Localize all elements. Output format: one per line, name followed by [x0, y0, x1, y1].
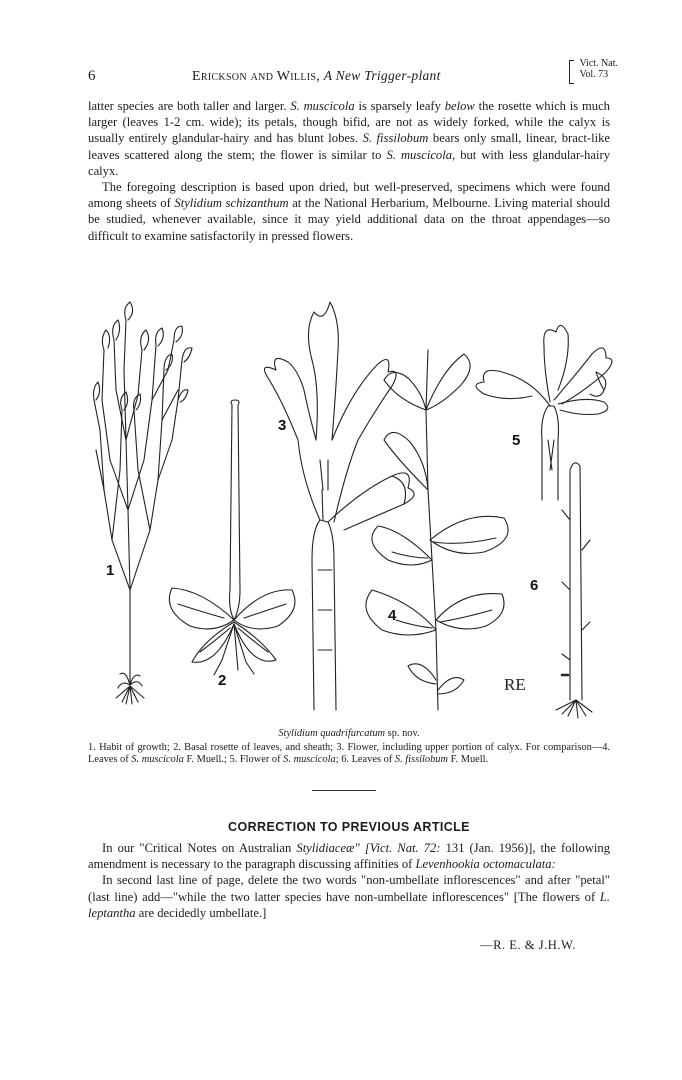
journal-name: Vict. Nat. — [579, 58, 618, 69]
fig-label-6: 6 — [530, 577, 539, 594]
fig4-leaves-drawing — [366, 350, 508, 710]
fig2-rosette-drawing — [169, 400, 295, 689]
paragraph-2: The foregoing description is based upon dried, but well-preserved, specimens which were found among sheets of Stylidium schizanthum at the National Herbarium, Melbourne. Living material should be studied, whenever available, since it may yield additional data on the throat appendages—so difficult to examine satisfactorily in pressed flowers. — [88, 180, 610, 243]
correction-text — [88, 840, 610, 921]
section-divider — [312, 790, 376, 791]
botanical-figure — [92, 290, 614, 720]
figure-illustration — [92, 290, 614, 720]
fig-label-1: 1 — [106, 562, 115, 579]
paragraph-1: latter species are both taller and larger. S. muscicola is sparsely leafy below the rosette which is much larger (leaves 1-2 cm. wide); its petals, though bifid, are not as widely forked, while the calyx is usually entirely glandular-hairy and has blunt lobes. S. fissilobum bears only small, linear, bract-like leaves scattered along the stem; the flower is similar to S. muscicola, but with less glandular-hairy calyx. — [88, 99, 611, 178]
body-text — [88, 98, 610, 244]
fig6-leaves-drawing — [530, 463, 592, 718]
fig5-flower-drawing — [476, 325, 612, 500]
fig1-habit-drawing — [94, 302, 193, 704]
header-authors: Erickson and Willis, — [192, 69, 321, 84]
header-article-title: A New Trigger-plant — [323, 68, 441, 83]
caption-title: Stylidium quadrifurcatum sp. nov. — [278, 728, 420, 739]
correction-paragraph-1: In our "Critical Notes on Australian Stylidiaceæ" [Vict. Nat. 72: 131 (Jan. 1956)], the following amendment is necessary to the paragraph discussing affinities of Levenhookia octomaculata: — [88, 841, 610, 872]
figure-caption — [88, 728, 610, 766]
caption-body: 1. Habit of growth; 2. Basal rosette of leaves, and sheath; 3. Flower, including upper portion of calyx. For comparison—4. Leaves of S. muscicola F. Muell.; 5. Flower of S. muscicola; 6. Leaves of S. fissilobum F. Muell. — [88, 742, 610, 765]
fig-label-3: 3 — [278, 417, 287, 434]
running-title — [192, 68, 441, 85]
fig-label-5: 5 — [512, 432, 521, 449]
journal-reference — [569, 58, 618, 80]
artist-monogram: RE — [504, 675, 526, 694]
signature: —R. E. & J.H.W. — [480, 938, 576, 952]
correction-heading: CORRECTION TO PREVIOUS ARTICLE — [228, 820, 470, 834]
page-number: 6 — [88, 68, 96, 84]
fig-label-2: 2 — [218, 672, 227, 689]
running-header — [88, 58, 618, 88]
fig-label-4: 4 — [388, 607, 397, 624]
fig3-flower-drawing — [264, 302, 414, 710]
correction-paragraph-2: In second last line of page, delete the two words "non-umbellate inflorescences" and after "petal" (last line) add—"while the two latter species have non-umbellate inflorescences" [The flowers of L. leptantha are decidedly umbellate.] — [88, 873, 611, 920]
journal-volume: Vol. 73 — [579, 69, 609, 80]
